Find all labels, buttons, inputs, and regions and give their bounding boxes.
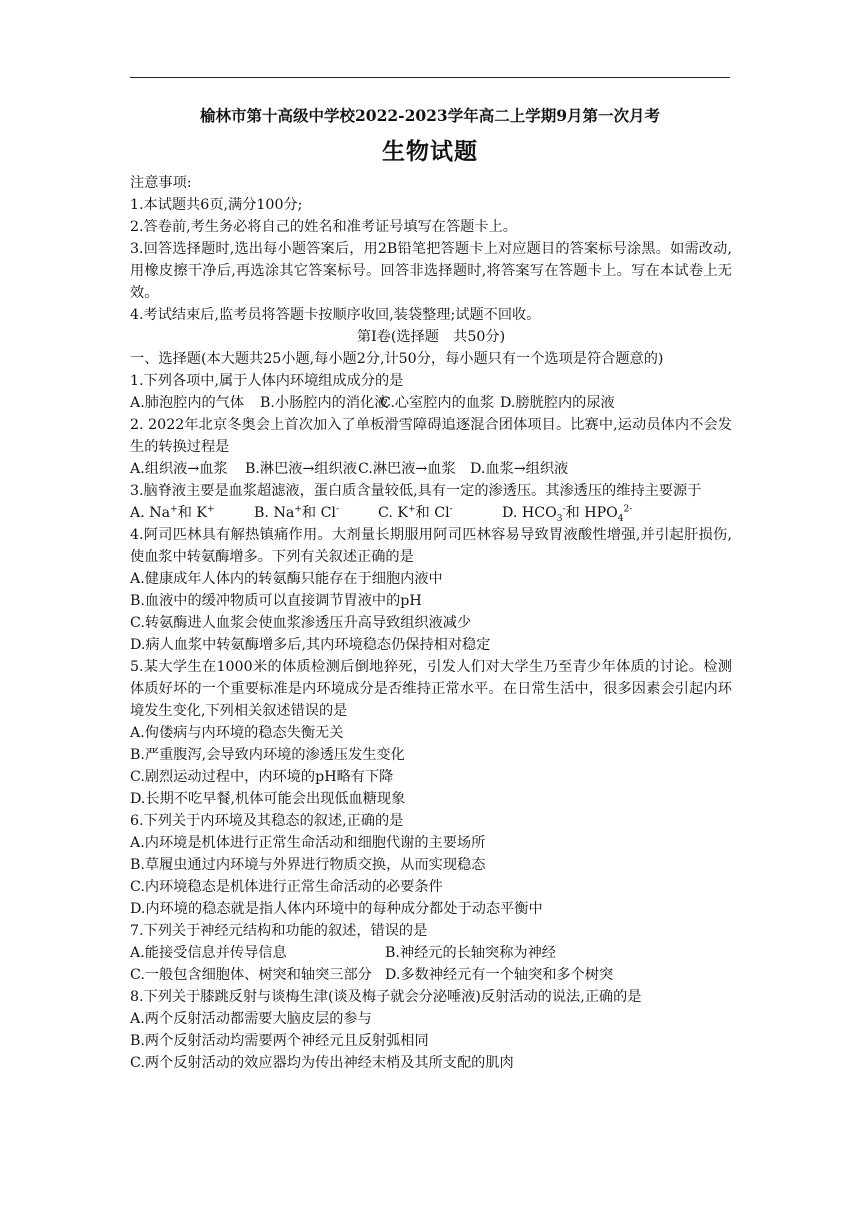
q3-option-a: A. Na+和 K+ — [130, 504, 215, 521]
question-1-stem: 1.下列各项中,属于人体内环境组成成分的是 — [130, 373, 404, 389]
question-7-options-row-2 — [130, 964, 732, 986]
question-5-stem: 5.某大学生在1000米的体质检测后倒地猝死，引发人们对大学生乃至青少年体质的讨论。检测体质好坏的一个重要标准是内环境成分是否维持正常水平。在日常生活中，很多因素会引起内环境发生变化,下列相关叙述错误的是 — [130, 659, 732, 719]
question-8-stem: 8.下列关于膝跳反射与谈梅生津(谈及梅子就会分泌唾液)反射活动的说法,正确的是 — [130, 989, 642, 1005]
q1-option-a: A.肺泡腔内的气体 — [130, 395, 245, 411]
q2-option-b: B.淋巴液→组织液 — [245, 461, 357, 477]
q2-option-c: C.淋巴液→血浆 — [358, 461, 456, 477]
question-1-options — [130, 392, 732, 414]
notice-item-4: 4.考试结束后,监考员将答题卡按顺序收回,装袋整理;试题不回收。 — [130, 307, 541, 323]
q6-option-b: B.草履虫通过内环境与外界进行物质交换，从而实现稳态 — [130, 857, 486, 873]
q8-option-c: C.两个反射活动的效应器均为传出神经末梢及其所支配的肌肉 — [130, 1055, 514, 1071]
q5-option-b: B.严重腹泻,会导致内环境的渗透压发生变化 — [130, 747, 405, 763]
exam-content — [130, 172, 732, 1074]
question-7-stem: 7.下列关于神经元结构和功能的叙述，错误的是 — [130, 923, 428, 939]
notice-item-2: 2.答卷前,考生务必将自己的姓名和准考证号填写在答题卡上。 — [130, 219, 517, 235]
notice-item-1: 1.本试题共6页,满分100分; — [130, 197, 303, 213]
q4-option-a: A.健康成年人体内的转氨酶只能存在于细胞内液中 — [130, 571, 443, 587]
q8-option-a: A.两个反射活动都需要大脑皮层的参与 — [130, 1011, 372, 1027]
question-3-options — [130, 502, 732, 524]
q8-option-b: B.两个反射活动均需要两个神经元且反射弧相同 — [130, 1033, 429, 1049]
q5-option-c: C.剧烈运动过程中，内环境的pH略有下降 — [130, 769, 394, 785]
q2-option-a: A.组织液→血浆 — [130, 461, 228, 477]
question-3-stem: 3.脑脊液主要是血浆超滤液，蛋白质含量较低,具有一定的渗透压。其渗透压的维持主要源于 — [130, 483, 702, 499]
q5-option-d: D.长期不吃早餐,机体可能会出现低血糖现象 — [130, 791, 406, 807]
question-2-options — [130, 458, 732, 480]
q6-option-c: C.内环境稳态是机体进行正常生命活动的必要条件 — [130, 879, 443, 895]
notice-heading: 注意事项: — [130, 175, 192, 191]
q6-option-a: A.内环境是机体进行正常生命活动和细胞代谢的主要场所 — [130, 835, 486, 851]
notice-item-3: 3.回答选择题时,选出每小题答案后，用2B铅笔把答题卡上对应题目的答案标号涂黑。如需改动,用橡皮擦干净后,再选涂其它答案标号。回答非选择题时,将答案写在答题卡上。写在本试卷上无效。 — [130, 241, 732, 301]
question-7-options-row-1 — [130, 942, 732, 964]
q7-option-c: C.一般包含细胞体、树突和轴突三部分 — [130, 967, 372, 983]
part-heading: 一、选择题(本大题共25小题,每小题2分,计50分，每小题只有一个选项是符合题意的) — [130, 351, 664, 367]
q2-option-d: D.血浆→组织液 — [470, 461, 569, 477]
subject-title: 生物试题 — [382, 138, 478, 165]
q3-option-c: C. K+和 Cl- — [378, 504, 453, 521]
q7-option-b: B.神经元的长轴突称为神经 — [385, 945, 556, 961]
school-title: 榆林市第十高级中学校2022-2023学年高二上学期9月第一次月考 — [200, 106, 660, 125]
q1-option-b: B.小肠腔内的消化液 — [260, 395, 389, 411]
q4-option-c: C.转氨酶进人血浆会使血浆渗透压升高导致组织液减少 — [130, 615, 472, 631]
volume-label: 第I卷(选择题 共50分) — [356, 329, 506, 345]
q7-option-a: A.能接受信息并传导信息 — [130, 945, 287, 961]
header-rule — [130, 77, 730, 78]
q5-option-a: A.佝偻病与内环境的稳态失衡无关 — [130, 725, 344, 741]
question-4-stem: 4.阿司匹林具有解热镇痛作用。大剂量长期服用阿司匹林容易导致胃液酸性增强,并引起肝损伤,使血浆中转氨酶增多。下列有关叙述正确的是 — [130, 527, 732, 565]
question-2-stem: 2. 2022年北京冬奥会上首次加入了单板滑雪障碍追逐混合团体项目。比赛中,运动员体内不会发生的转换过程是 — [130, 417, 732, 455]
q4-option-d: D.病人血浆中转氨酶增多后,其内环境稳态仍保持相对稳定 — [130, 637, 491, 653]
q4-option-b: B.血液中的缓冲物质可以直接调节胃液中的pH — [130, 593, 422, 609]
q1-option-c: C.心室腔内的血浆 — [380, 395, 495, 411]
q7-option-d: D.多数神经元有一个轴突和多个树突 — [385, 967, 614, 983]
q6-option-d: D.内环境的稳态就是指人体内环境中的每种成分都处于动态平衡中 — [130, 901, 543, 917]
question-6-stem: 6.下列关于内环境及其稳态的叙述,正确的是 — [130, 813, 404, 829]
q3-option-b: B. Na+和 Cl- — [254, 504, 340, 521]
q1-option-d: D.膀胱腔内的尿液 — [500, 395, 615, 411]
q3-option-d: D. $HCO_3^-$和 $HPO_4^{2-}$ — [502, 504, 633, 524]
